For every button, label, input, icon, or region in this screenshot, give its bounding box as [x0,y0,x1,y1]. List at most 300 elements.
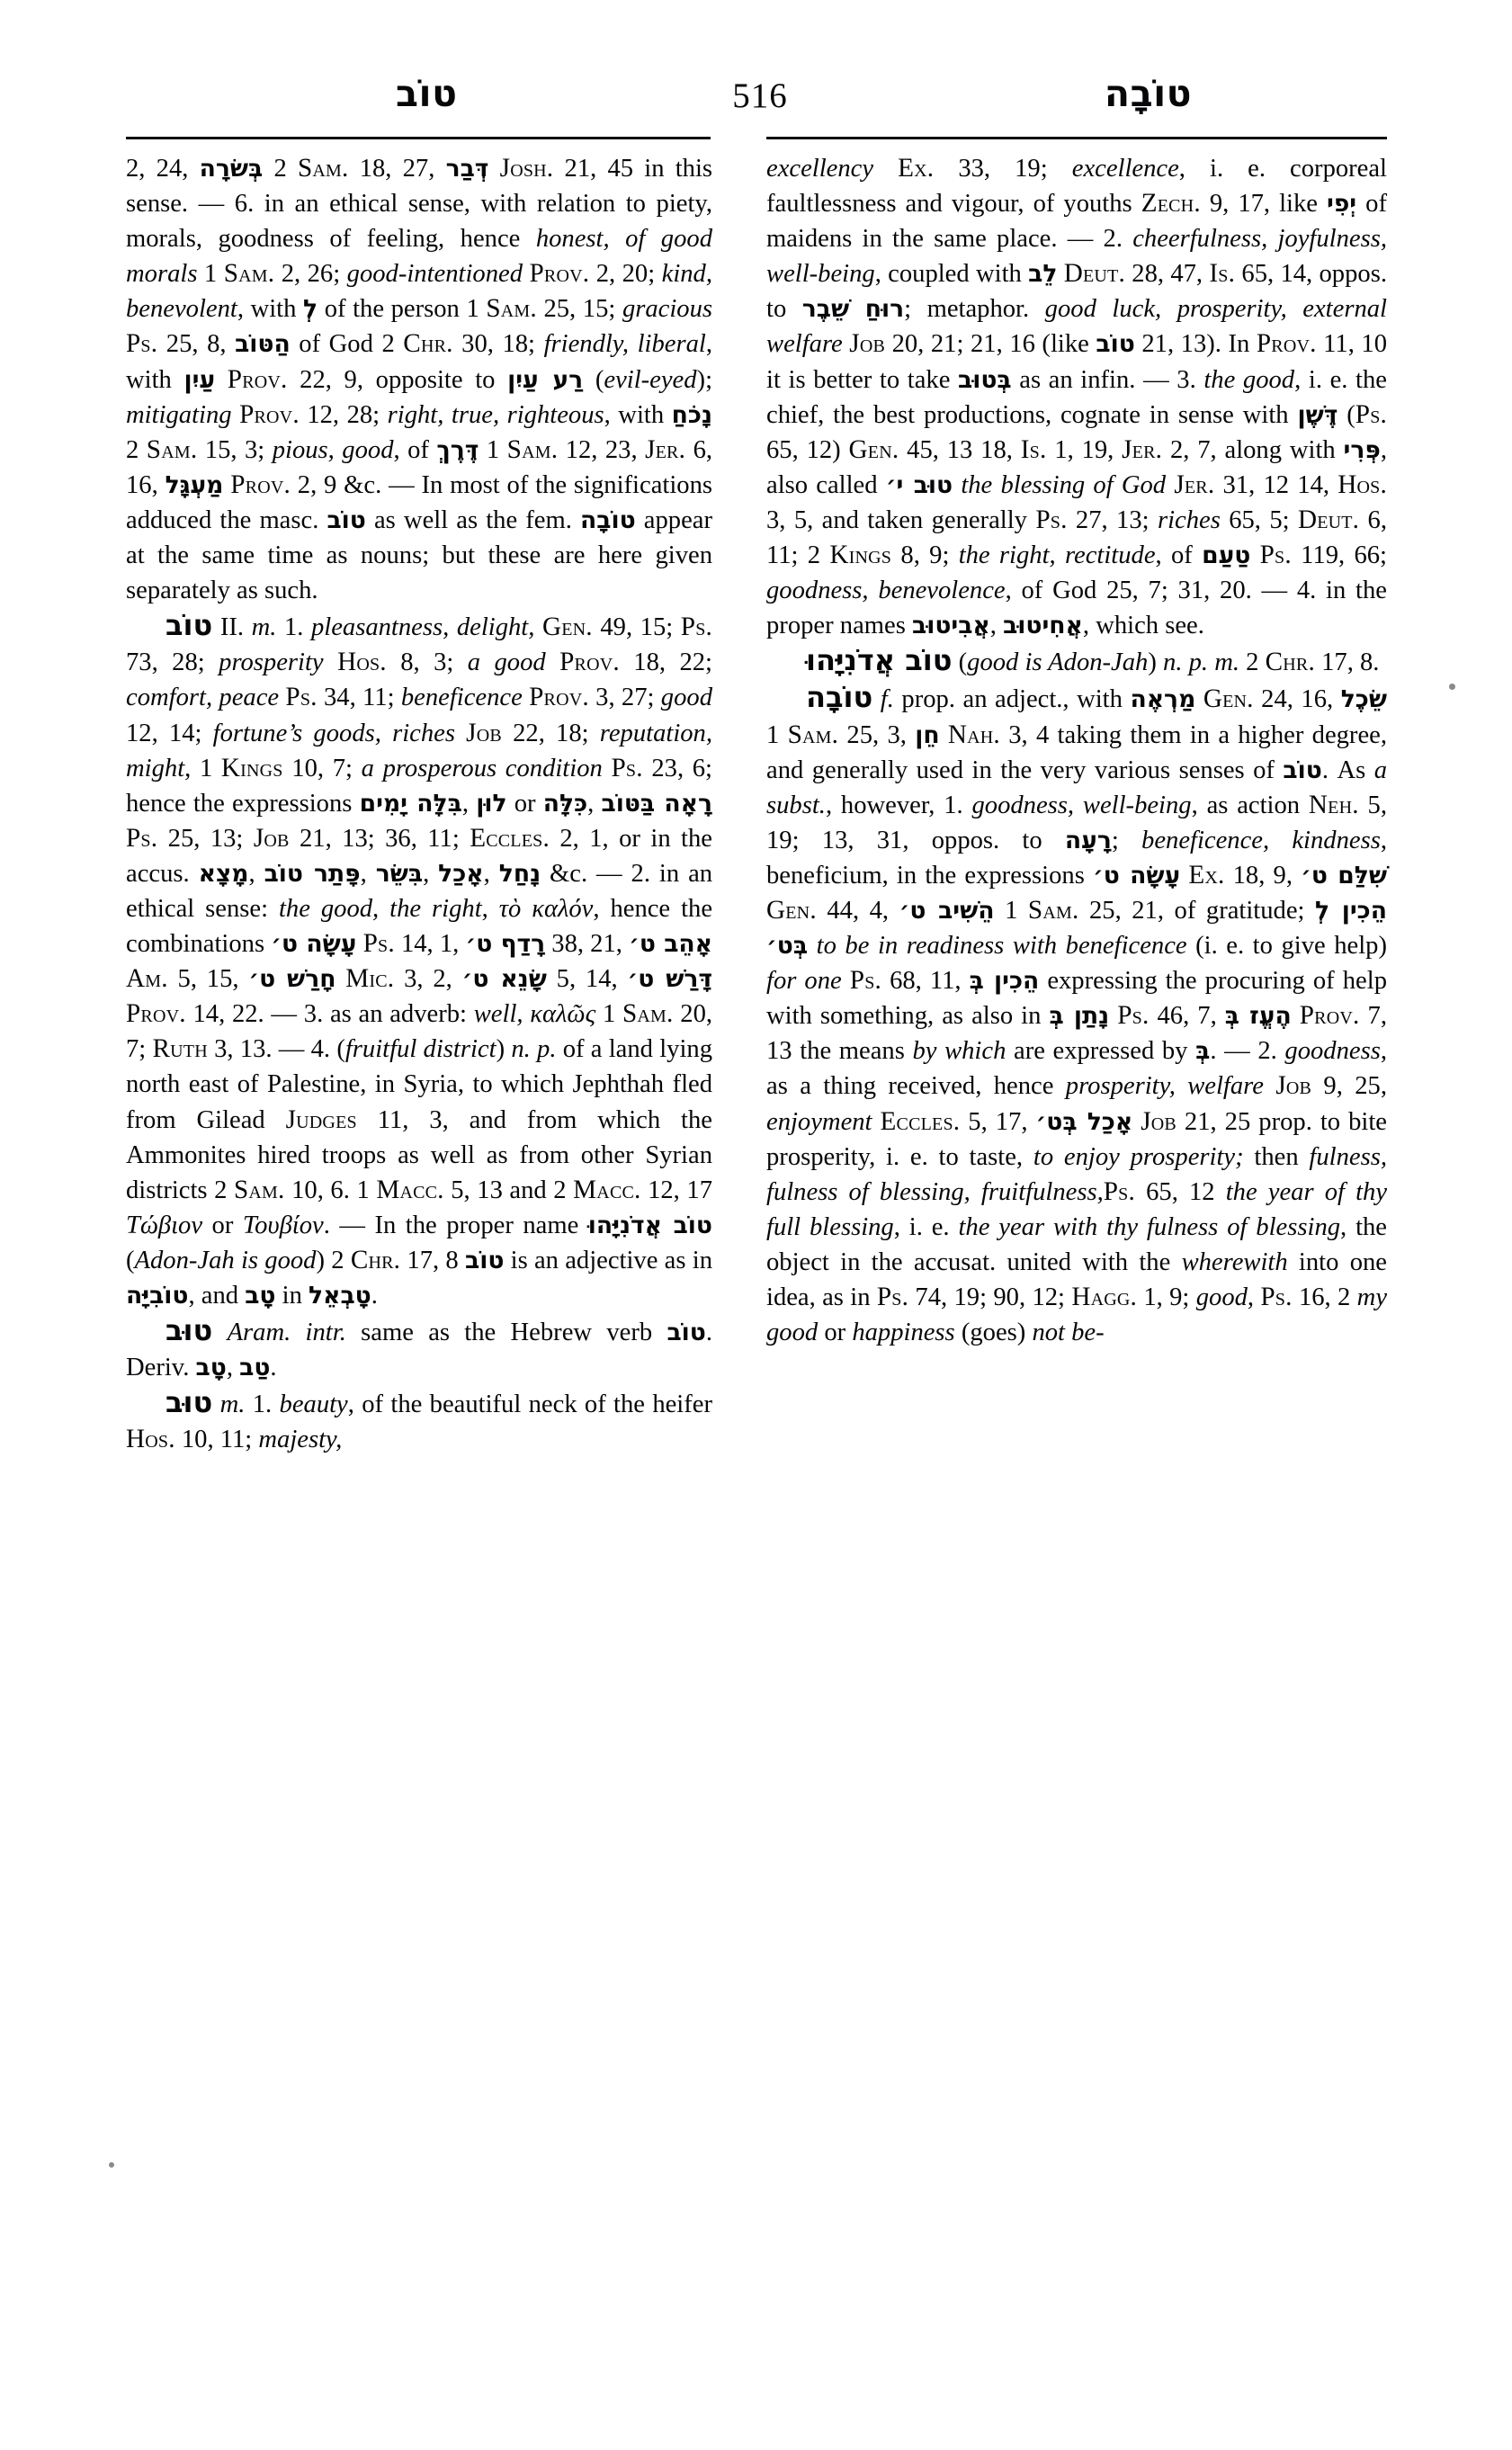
hebrew-word: טוֹבָה [806,680,873,715]
body-text: , beneficium, in the expressions [766,826,1387,890]
bible-reference: Jer. [645,434,686,464]
body-text: 3, 27; [588,684,661,712]
body-text: 12, 14; [126,719,213,747]
hebrew-word: נָחַל [498,859,541,888]
body-text: 1. [245,1390,280,1419]
hebrew-word: לוּן [476,789,507,818]
bible-reference: Chr. [350,1245,401,1274]
body-text [232,401,240,429]
body-text: , [248,859,264,888]
hebrew-word: נָתַן בְּ [1049,1002,1110,1031]
bible-reference: Ps. [1260,1283,1293,1311]
body-text: 21, 13). In [1134,330,1257,359]
body-text: 3, 5, and taken generally [766,505,1036,534]
bible-reference: Ps. [1103,1176,1135,1206]
body-text: , coupled with [874,260,1029,289]
body-text: of the person 1 [318,295,487,324]
gloss-italic: good is Adon-Jah [967,648,1149,677]
body-text: , with [604,400,672,429]
hebrew-word: טַב [239,1354,271,1382]
body-text [336,965,345,993]
hebrew-word: טוּב [166,1385,213,1420]
body-text: 1, 9; [1137,1283,1196,1311]
column-rule-right [766,137,1387,139]
body-text: expressing the procuring of help with something, as also in [766,967,1387,1031]
body-text: 11, 10 it is better to take [766,330,1388,394]
body-text: as well as the fem. [365,505,581,534]
bible-reference: Is. [1209,259,1236,289]
hebrew-word: פָּתַר טוֹב [264,859,361,888]
hebrew-word: טוֹב [327,505,366,534]
body-text [1292,1002,1300,1030]
body-text [873,155,898,183]
gloss-italic: good luck, prosperity, external welfare [766,295,1387,359]
hebrew-word: פְּרִי [1343,435,1381,464]
body-text: 8, 3; [386,648,468,677]
bible-reference: Gen. [766,895,817,925]
gloss-italic: m. [219,1390,246,1419]
body-text: or [202,1211,243,1239]
body-text: , [461,789,477,818]
bible-reference: Sam. [486,294,537,324]
gloss-italic: right, true, righteous [387,400,604,429]
hebrew-word: טוֹבִיָּה [126,1282,189,1310]
hebrew-word: אָהֵב ט׳ [629,930,713,959]
body-text: ( [583,365,604,394]
body-text: (goes) [954,1319,1033,1347]
body-text: 10, 6. 1 [284,1176,377,1204]
hebrew-word: טוֹב אֲדֹנִיָּהוּ [806,643,953,678]
page-number: 516 [732,76,788,115]
hebrew-word: הֵכִין בְּ [969,967,1040,996]
body-text: 2 [263,155,298,183]
bible-reference: Prov. [126,999,186,1029]
hebrew-word: מַרְאֶה [1130,685,1196,714]
body-text: , [483,859,499,888]
bible-reference: Ps. [126,823,158,853]
gloss-italic: comfort, peace [126,684,280,712]
body-text [455,720,466,747]
bible-reference: Sam. [622,999,674,1029]
hebrew-word: אֲבִיטוּב [911,612,990,640]
bible-reference: Prov. [559,648,620,677]
gloss-italic: evil-eyed [604,365,697,394]
body-text: 21, 13; 36, 11; [289,824,470,853]
bible-reference: Am. [126,964,168,994]
body-text: 10, 7; [282,754,362,782]
hebrew-word: טָבְאֵל [309,1282,371,1310]
body-text: 1. [276,613,311,642]
body-text: 5, 14, [546,965,628,994]
body-text: 1, 19, [1046,435,1123,464]
gloss-italic: beneficence [400,684,523,712]
bible-reference: Jer. [1174,469,1215,499]
body-text: , with [126,330,713,394]
body-text: 22, 9, opposite to [287,365,508,394]
bible-reference: Ex. [1188,860,1225,890]
gloss-italic: n. p. m. [1163,648,1240,677]
body-text: 46, 7, [1149,1002,1225,1031]
body-text [215,366,228,394]
hebrew-word: טוֹב [1096,330,1135,359]
bible-reference: Ps. [126,329,158,359]
hebrew-word: בִּלָּה יָמִים [359,789,462,818]
hebrew-word: טוֹב [464,1246,505,1274]
body-text [1250,541,1259,569]
bible-reference: Prov. [1256,329,1317,359]
body-text: 3, 4 taking them in a higher degree, and generally used in the very various senses of [766,720,1387,784]
gloss-italic: pleasantness, delight, [310,613,535,642]
body-text: 12, 17 [640,1176,713,1204]
hebrew-word: הֶעֱז בְּ [1224,1002,1292,1031]
body-text: 1 [994,896,1028,925]
greek-word: τὸ καλόν [498,894,594,923]
hebrew-word: הֵשִׁיב ט׳ [899,896,995,925]
body-text: in [275,1282,309,1310]
gloss-italic: a subst. [766,756,1387,819]
body-text: 1 [197,260,224,289]
gloss-italic: Aram. intr. [227,1319,346,1347]
hebrew-word: חֵן [915,720,940,749]
bible-reference: Sam. [223,259,275,289]
bible-reference: Ps. [611,753,643,782]
bible-reference: Nah. [947,720,1000,749]
body-text: as an infin. — 3. [1011,365,1204,394]
gloss-italic: fruitful district [344,1035,497,1064]
gloss-italic: happiness [852,1319,955,1347]
body-text: 18, 22; [619,648,712,677]
bible-reference: Josh. [499,154,554,183]
body-text: 1 [595,1000,622,1029]
bible-reference: Zech. [1141,189,1201,219]
body-text: 2, 7, along with [1162,435,1344,464]
body-text: 6, 11; 2 [766,505,1387,570]
body-text: , [587,789,602,818]
bible-reference: Sam. [146,434,198,464]
body-text: , [481,894,499,923]
hebrew-word: טָב [245,1282,276,1310]
body-text [534,613,542,641]
body-text: , i. e. the chief, the best productions, cognate in sense with [766,365,1387,429]
bible-reference: Sam. [506,434,559,464]
body-text: ( [126,1246,135,1274]
body-text: , [360,859,376,888]
running-head [135,70,1385,128]
gloss-italic: Adon-Jah is good [134,1246,317,1274]
body-text: of a land lying north east of Palestine, in Syria, to which Jephthah fled from Gilead [126,1035,712,1134]
gloss-italic: to be in readiness with beneficence [816,932,1187,961]
gloss-italic: gracious [622,295,713,324]
hebrew-word: דֶּשֶׁן [1297,400,1338,429]
hebrew-word: רָעָה [1064,826,1112,854]
body-text: same as the Hebrew verb [345,1319,667,1347]
gloss-italic: fulness, fulness of blessing, fruitfulness, [766,1142,1387,1206]
body-text [1180,862,1188,890]
hebrew-word: טוֹב אֲדֹנִיָּהוּ [587,1211,712,1239]
body-text: 38, 21, [545,930,630,959]
hebrew-word: עָשָׂה ט׳ [1092,861,1181,890]
body-text: 20, 7; [126,1000,713,1064]
hebrew-word: רָדַף ט׳ [465,930,546,959]
bible-reference: Hos. [337,648,387,677]
body-text: 119, 66; [1291,541,1387,570]
body-text: 74, 19; 90, 12; [908,1283,1072,1311]
body-text: , i. e. [893,1212,959,1241]
body-text [953,471,961,499]
hebrew-word: טוֹב [667,1319,706,1347]
body-text: , hence the combinations [126,894,713,959]
body-text: , of [1155,541,1203,570]
body-text: 2, 20; [589,260,662,289]
body-text: 18, 27, [348,155,446,183]
hebrew-word: טוֹב [1283,756,1322,784]
entry-tub-aram [126,1313,712,1385]
body-text: 25, 8, [157,330,236,359]
gloss-italic: prosperity [219,648,324,677]
body-text: 17, 8. [1314,648,1380,677]
gloss-italic: a prosperous condition [361,754,603,782]
gloss-italic: prosperity, welfare [1065,1072,1264,1101]
running-head-right-word: טוֹבָה [1104,72,1192,115]
entry-tob-adonijahu [766,643,1387,680]
body-text: 5, 13 and 2 [443,1176,574,1204]
body-text [523,684,529,711]
bible-reference: Deut. [1297,505,1360,534]
bible-reference: Jer. [1122,434,1163,464]
body-text: 24, 16, [1253,685,1341,714]
body-text: 2, 24, [126,155,200,183]
gloss-italic: the year with thy fulness of blessing [958,1212,1341,1241]
body-text: , with [237,295,304,324]
hebrew-word: בְּ [1195,1037,1211,1066]
gloss-italic: excellency [766,155,874,183]
body-text: 7, 13 the means [766,1002,1387,1066]
body-text: . As [1321,756,1374,784]
body-text: II. [212,613,252,642]
hebrew-word: נָכֹחַ [671,400,712,429]
body-text: 12, 28; [299,400,388,429]
body-text: 11, 3, and from which the Ammonites hired troops as well as from other Syrian districts 2 [126,1105,712,1204]
body-text: 15, 3; [197,435,273,464]
body-text: 33, 19; [934,155,1072,183]
greek-word: καλῶς [530,1000,596,1029]
body-text: 2, 9 &c. — In most of the significations adduced the masc. [126,470,712,534]
body-text [324,648,337,676]
body-text: &c. — 2. in an ethical sense: [126,859,713,923]
hebrew-word: טוֹבָה [580,505,636,534]
body-text: 21, 45 in this sense. — 6. in an ethical sense, with relation to piety, morals, goodness of feeling, hence [126,155,713,254]
body-text: 2 [126,435,147,464]
body-text [849,295,865,323]
entry-tub-m-continued [766,151,1387,643]
body-text [940,721,948,749]
body-text [212,1319,227,1346]
hebrew-word: הַטּוֹב [235,330,291,359]
gloss-italic: for one [766,967,842,996]
bible-reference: Ps. [1035,505,1068,534]
bible-reference: Gen. [541,612,593,642]
gloss-italic: not be- [1032,1319,1105,1347]
gloss-italic: beneficence, kindness [1141,826,1381,854]
gloss-italic: friendly, liberal [543,330,706,359]
body-text: , which see. [1082,612,1204,640]
body-text: ) [496,1035,512,1064]
gloss-italic: pious, good [272,435,394,464]
body-text: 25, 21, of gratitude; [1078,896,1315,925]
bible-reference: Neh. [1308,790,1359,819]
body-text: , [423,859,439,888]
hebrew-word: טָב [195,1354,227,1382]
bible-reference: Prov. [1299,1001,1360,1031]
body-text [1109,1002,1117,1030]
hebrew-word: שִׁלַּם ט׳ [1301,861,1387,890]
hebrew-word: דֶּרֶךְ [436,435,479,464]
hebrew-word: בְּטוּב [958,365,1012,394]
running-head-left-word: טוֹב [396,72,458,115]
bible-reference: Chr. [403,329,453,359]
hebrew-word: מָצָא [198,859,249,888]
body-text [842,967,850,995]
bible-reference: Eccles. [470,823,550,853]
body-text: or [818,1319,853,1347]
bible-reference: Kings [220,753,283,782]
bible-reference: Sam. [787,720,839,749]
body-text: 25, 13; [157,824,254,853]
column-rule-left [126,137,711,139]
body-text: , [989,612,1004,640]
gloss-italic: wherewith [1181,1247,1288,1276]
body-text [872,1108,881,1136]
bible-reference: Job [1275,1071,1312,1101]
body-text: 2, 1, or in the accus. [126,824,712,888]
gloss-italic: a good [467,648,546,677]
bible-reference: Ps. [680,612,713,642]
bible-reference: Ruth [152,1034,208,1064]
gloss-italic: excellence [1071,155,1179,183]
body-text: 73, 28; [126,648,219,677]
bible-reference: Job [253,823,290,853]
hebrew-word: כִּלָּה [542,789,588,818]
body-text: 8, 9; [891,541,959,570]
body-text: , however, 1. [825,791,972,819]
hebrew-word: עָשָׂה ט׳ [271,930,357,959]
body-text: , [1247,1283,1261,1311]
body-text [212,1390,219,1418]
body-text: , i. e. corporeal faultlessness and vigour, of youths [766,155,1388,219]
bible-reference: Sam. [297,154,349,183]
gloss-italic: goodness [1284,1037,1381,1066]
body-text: 34, 11; [317,684,401,712]
body-text [872,685,881,713]
entry-tob-II [126,608,712,1313]
hebrew-word: טוֹב [166,608,213,643]
bible-reference: Mic. [345,964,395,994]
hebrew-word: הֵכִין לְ בְּט׳ [766,896,1387,961]
gloss-italic: to enjoy prosperity; [1033,1142,1244,1171]
body-text: 5, 17, [960,1107,1036,1136]
hebrew-word: רוּחַ [864,295,905,324]
body-text: ( [1338,400,1355,429]
hebrew-word: טוּב [166,1313,213,1348]
hebrew-word: שָׂנֵא ט׳ [461,965,547,994]
bible-reference: Job [1141,1106,1176,1136]
body-text: 16, 2 [1292,1283,1357,1311]
body-text [488,155,499,183]
body-text: are expressed by [1006,1037,1196,1066]
body-text: 6, 16, [126,435,713,499]
body-text: . [270,1354,277,1382]
scan-speck [109,2162,114,2168]
bible-reference: Prov. [529,259,590,289]
hebrew-word: עַיִן [183,365,216,394]
gloss-italic: good-intentioned [346,260,523,289]
body-text: , 1 [184,754,221,782]
hebrew-word: רָאָה בַּטּוֹב [601,789,713,818]
hebrew-word: אֲחִיטוּב [1003,612,1083,640]
body-text: then [1243,1142,1310,1171]
body-text: (i. e. to give help) [1186,932,1388,961]
body-text: . Deriv. [126,1319,712,1382]
hebrew-word: לֵב [1028,260,1058,289]
body-text: 9, 25, [1311,1072,1387,1101]
gloss-italic: riches [1157,505,1221,534]
gloss-italic: by which [912,1037,1007,1066]
gloss-italic: the good [1203,365,1295,394]
entry-tobah [766,680,1387,1350]
hebrew-word: טוּב י׳ [885,470,953,499]
body-text: prop. an adject., with [893,685,1131,714]
body-text: 14, 1, [394,930,466,959]
bible-reference: Gen. [848,434,899,464]
body-text: 14, 22. — 3. as an adverb: [185,1000,474,1029]
body-text: , of God 25, 7; 31, 20. — 4. in the proper names [766,577,1387,640]
body-text: ) [1148,648,1164,677]
left-column [126,151,712,1457]
bible-reference: Eccles. [880,1106,961,1136]
body-text: 65, 12 [1135,1177,1226,1206]
body-text [1132,1108,1141,1136]
gloss-italic: mitigating [126,400,232,429]
hebrew-word: אָכַל [438,859,484,888]
body-text: is an adjective as in [504,1246,712,1274]
hebrew-word: דְּבַר [445,155,489,183]
body-text: 65, 12) [766,435,849,464]
scan-speck [1449,684,1455,690]
gloss-italic: the good, the right [278,894,482,923]
body-text: 25, 3, [838,720,916,749]
body-text: 3, 2, [394,965,462,994]
body-text: 30, 18; [452,330,544,359]
body-text [546,648,559,676]
body-text: 1 [766,720,788,749]
gloss-italic: kind, benevolent [126,260,713,324]
body-text: . [371,1282,378,1310]
body-text: , and [188,1282,246,1310]
bible-reference: Job [849,329,886,359]
bible-reference: Chr. [1265,648,1315,677]
bible-reference: Sam. [234,1175,285,1204]
gloss-italic: honest, of good morals [126,225,712,289]
gloss-italic: reputation, might [126,719,713,782]
hebrew-word: בִּשֵּׂר [375,859,424,888]
bible-reference: Macc. [573,1175,641,1204]
body-text: 28, 47, [1124,260,1210,289]
hebrew-word: מַעְגָּל [165,470,224,499]
bible-reference: Job [466,718,502,747]
greek-word: Τώβιον [126,1211,203,1239]
bible-reference: Ps. [1259,541,1292,570]
body-text: appear at the same time as nouns; but these are here given separately as such. [126,505,712,605]
